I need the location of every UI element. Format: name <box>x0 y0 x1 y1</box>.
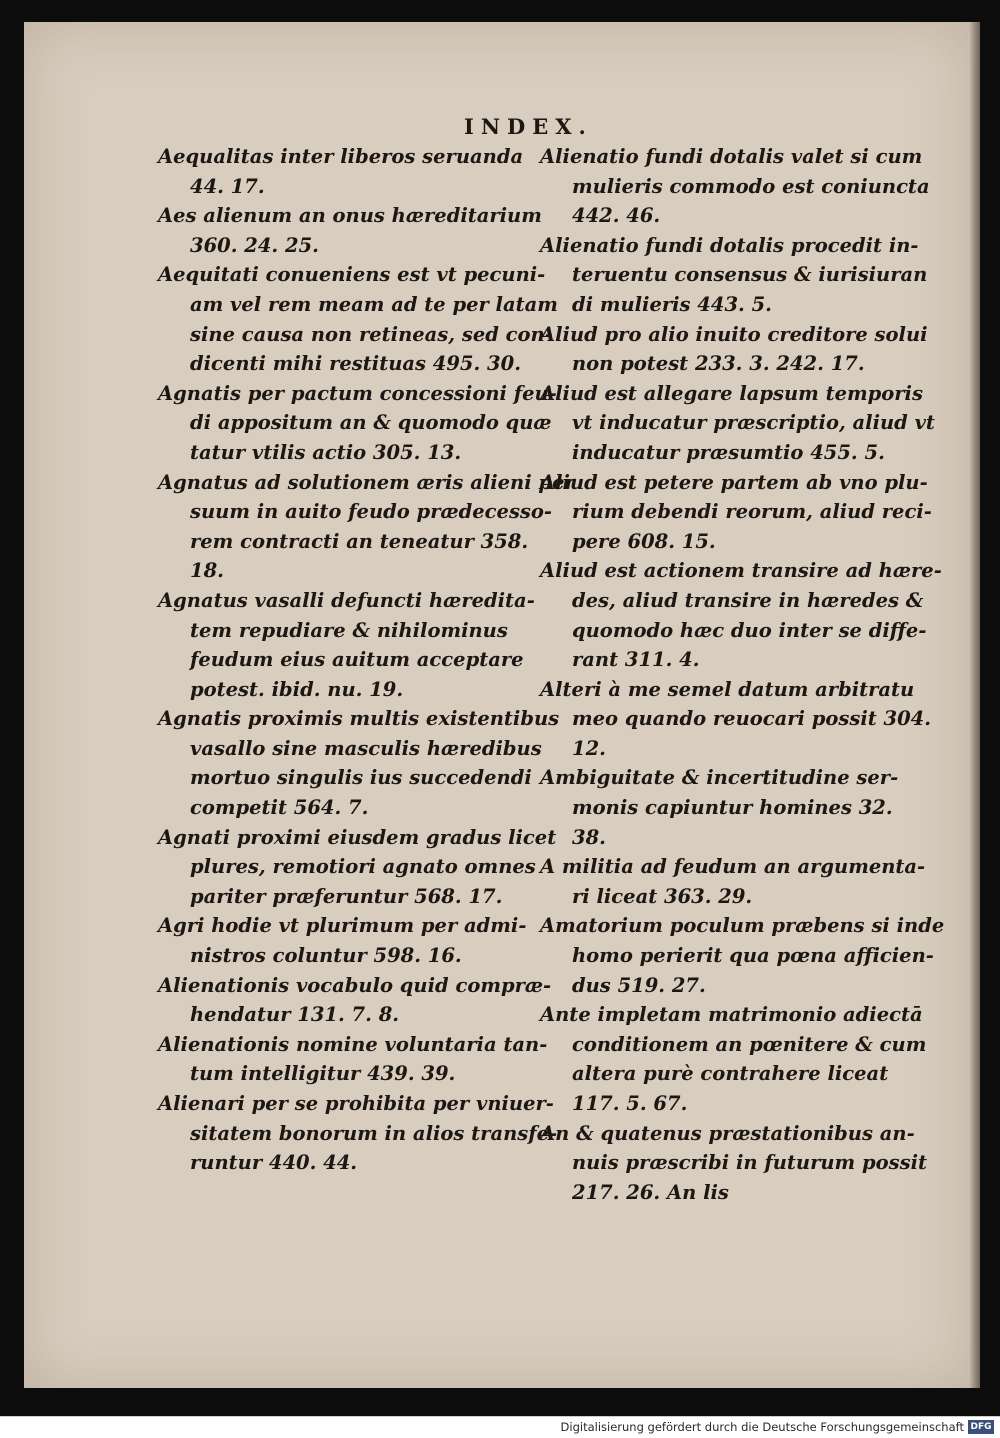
entry-continuation-line: 360. 24. 25. <box>190 233 319 257</box>
entry-continuation-line: non potest 233. 3. 242. 17. <box>572 352 865 376</box>
entry-continuation-line: 117. 5. 67. <box>572 1092 688 1115</box>
index-entry <box>158 1089 558 1178</box>
entry-headword-line: Alienationis nomine voluntaria tan- <box>158 1032 548 1056</box>
entry-continuation-line: 38. <box>572 825 606 849</box>
entry-continuation-line: dicenti mihi restituas 495. 30. <box>190 352 521 376</box>
entry-continuation-line: 217. 26. An lis <box>572 1180 729 1204</box>
index-entry <box>540 556 942 674</box>
entry-continuation-line: mortuo singulis ius succedendi <box>190 766 532 790</box>
entry-continuation-line: dus 519. 27. <box>572 973 706 997</box>
entry-continuation-line: am vel rem meam ad te per latam <box>190 292 558 316</box>
entry-headword-line: Agnatis per pactum concessioni feu- <box>158 381 557 405</box>
entry-headword-line: Agnatus vasalli defuncti hæredita- <box>158 588 535 612</box>
entry-continuation-line: inducatur præsumtio 455. 5. <box>572 440 885 464</box>
entry-continuation-line: sine causa non retineas, sed con- <box>190 322 553 346</box>
entry-continuation-line: vasallo sine masculis hæredibus <box>190 736 542 760</box>
entry-headword-line: Agri hodie vt plurimum per admi- <box>158 914 527 938</box>
entry-continuation-line: quomodo hæc duo inter se diffe- <box>572 618 927 642</box>
entry-headword-line: Alienatio fundi dotalis valet si cum <box>540 145 923 168</box>
entry-headword-line: Aliud pro alio inuito creditore solui <box>540 322 928 346</box>
entry-continuation-line: pariter præferuntur 568. 17. <box>190 884 503 908</box>
index-entry <box>158 142 524 201</box>
index-entry <box>540 911 945 1000</box>
entry-headword-line: Aequalitas inter liberos seruanda <box>158 145 524 168</box>
entry-headword-line: Agnatus ad solutionem æris alieni per <box>158 470 575 494</box>
entry-headword-line: Agnatis proximis multis existentibus <box>158 707 560 731</box>
entry-continuation-line: meo quando reuocari possit 304. <box>572 707 932 731</box>
entry-continuation-line: 442. 46. <box>572 204 661 228</box>
entry-continuation-line: competit 564. 7. <box>190 796 369 820</box>
index-entry <box>158 201 542 260</box>
index-entry <box>540 468 932 557</box>
entry-continuation-line: rium debendi reorum, aliud reci- <box>572 500 932 524</box>
entry-continuation-line: feudum eius auitum acceptare <box>190 648 524 672</box>
entry-headword-line: Agnati proximi eiusdem gradus licet <box>158 825 557 849</box>
entry-headword-line: Alienatio fundi dotalis procedit in- <box>540 233 919 257</box>
index-entry <box>540 852 926 911</box>
entry-continuation-line: monis capiuntur homines 32. <box>572 796 893 820</box>
dfg-logo: DFG <box>968 1420 994 1434</box>
entry-continuation-line: potest. ibid. nu. 19. <box>190 677 404 701</box>
index-entry <box>158 468 575 586</box>
entry-continuation-line: vt inducatur præscriptio, aliud vt <box>572 411 935 435</box>
entry-continuation-line: tatur vtilis actio 305. 13. <box>190 440 462 464</box>
entry-continuation-line: pere 608. 15. <box>572 529 716 553</box>
entry-headword-line: Aliud est petere partem ab vno plu- <box>540 470 928 494</box>
entry-headword-line: Ante impletam matrimonio adiectā <box>540 1003 923 1027</box>
entry-continuation-line: ri liceat 363. 29. <box>572 884 753 908</box>
entry-continuation-line: des, aliud transire in hæredes & <box>572 588 924 612</box>
index-entry <box>540 1000 927 1118</box>
index-column-right <box>540 142 945 1207</box>
index-column-left <box>158 142 575 1178</box>
index-entry <box>540 675 932 764</box>
entry-continuation-line: sitatem bonorum in alios transfe- <box>190 1121 558 1145</box>
entry-continuation-line: rem contracti an teneatur 358. <box>190 529 529 553</box>
entry-headword-line: Aes alienum an onus hæreditarium <box>158 204 542 228</box>
entry-continuation-line: hendatur 131. 7. 8. <box>190 1003 400 1027</box>
index-entry <box>158 1030 548 1089</box>
index-entry <box>158 704 560 822</box>
entry-headword-line: An & quatenus præstationibus an- <box>540 1121 915 1145</box>
index-entry <box>158 586 535 704</box>
entry-continuation-line: rant 311. 4. <box>572 648 700 672</box>
index-entry <box>540 142 930 231</box>
entry-continuation-line: homo perierit qua pœna afficien- <box>572 944 934 968</box>
entry-headword-line: Aliud est allegare lapsum temporis <box>540 381 923 405</box>
entry-continuation-line: suum in auito feudo prædecesso- <box>190 500 553 524</box>
index-entry <box>540 379 935 468</box>
index-entry <box>540 231 928 320</box>
index-entry <box>158 911 527 970</box>
index-entry <box>158 823 557 912</box>
entry-continuation-line: mulieris commodo est coniuncta <box>572 174 930 198</box>
entry-continuation-line: nistros coluntur 598. 16. <box>190 944 462 968</box>
entry-continuation-line: di mulieris 443. 5. <box>572 292 772 316</box>
entry-headword-line: Alienationis vocabulo quid compræ- <box>158 973 552 997</box>
entry-headword-line: Aequitati conueniens est vt pecuni- <box>158 263 546 287</box>
index-entry <box>540 763 910 852</box>
footer-bar <box>0 1416 1000 1438</box>
entry-continuation-line: di appositum an & quomodo quæ <box>190 411 552 435</box>
entry-continuation-line: runtur 440. 44. <box>190 1151 358 1175</box>
index-entry <box>540 320 928 379</box>
index-entry <box>158 971 552 1030</box>
entry-headword-line: Aliud est actionem transire ad hære- <box>540 559 942 583</box>
entry-continuation-line: conditionem an pœnitere & cum <box>572 1032 927 1056</box>
entry-continuation-line: teruentu consensus & iurisiuran <box>572 263 928 287</box>
index-entry <box>158 260 558 378</box>
index-entry <box>540 1119 927 1208</box>
entry-continuation-line: 44. 17. <box>190 174 265 198</box>
funding-credit: Digitalisierung gefördert durch die Deutsche Forschungsgemeinschaft <box>560 1420 964 1434</box>
entry-continuation-line: altera purè contrahere liceat <box>572 1062 889 1086</box>
index-entry <box>158 379 557 468</box>
entry-continuation-line: plures, remotiori agnato omnes <box>190 855 536 879</box>
entry-continuation-line: tem repudiare & nihilominus <box>190 618 508 642</box>
entry-continuation-line: nuis præscribi in futurum possit <box>572 1151 927 1175</box>
entry-continuation-line: 12. <box>572 736 606 760</box>
entry-headword-line: Ambiguitate & incertitudine ser- <box>540 766 899 790</box>
entry-headword-line: A militia ad feudum an argumenta- <box>540 855 926 879</box>
running-head: INDEX. <box>464 114 593 139</box>
entry-continuation-line: 18. <box>190 559 224 583</box>
entry-headword-line: Alienari per se prohibita per vniuer- <box>158 1092 554 1115</box>
entry-headword-line: Alteri à me semel datum arbitratu <box>540 677 915 701</box>
entry-headword-line: Amatorium poculum præbens si inde <box>540 914 945 938</box>
entry-continuation-line: tum intelligitur 439. 39. <box>190 1062 456 1086</box>
